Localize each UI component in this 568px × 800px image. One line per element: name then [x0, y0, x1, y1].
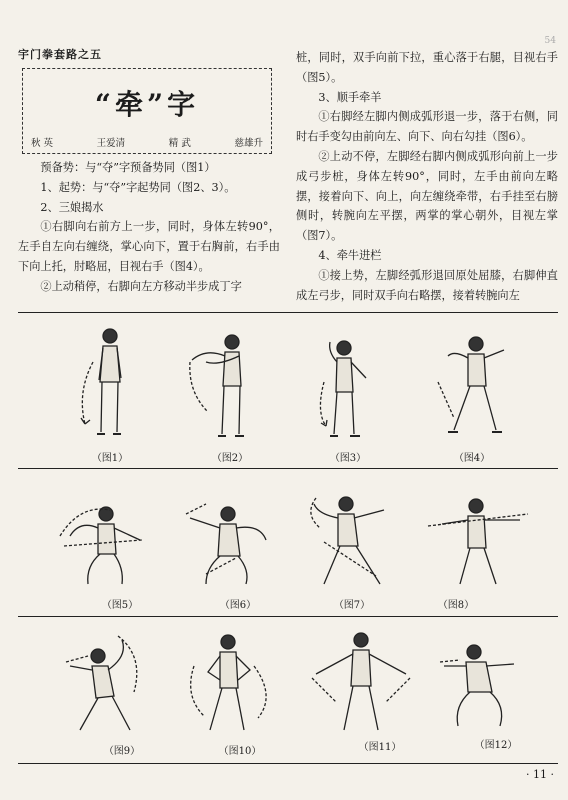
turning-figure-illustration — [300, 322, 390, 442]
divider — [18, 763, 558, 764]
figure-caption: （图12） — [474, 740, 518, 751]
figure-12 — [430, 626, 530, 736]
paragraph: ②上动稍停，右脚向左方移动半步成丁字 — [40, 279, 242, 293]
paragraph: 预备势：与“夺”字预备势同（图1） — [40, 161, 216, 174]
pulling-down-figure-illustration — [50, 484, 150, 589]
spread-arms-figure-illustration — [306, 626, 416, 736]
paragraph: ①接上势，左脚经弧形退回原处屈膝，右脚伸直成左弓步，同时双手向右略摆，接着转腕向左 — [296, 268, 558, 302]
right-text-column — [296, 48, 558, 305]
figure-caption: （图10） — [218, 746, 262, 757]
figure-3 — [300, 322, 390, 442]
figure-8 — [424, 484, 534, 589]
figure-caption: （图11） — [358, 742, 402, 753]
figure-caption: （图7） — [333, 600, 371, 611]
figure-caption: （图8） — [437, 600, 475, 611]
title-box — [22, 68, 272, 154]
figure-caption: （图9） — [103, 746, 141, 757]
section-heading: 3、顺手牵羊 — [318, 90, 382, 104]
figure-caption: （图2） — [211, 453, 249, 464]
figure-caption: （图3） — [329, 453, 367, 464]
section-heading: 2、三娘揭水 — [40, 200, 104, 214]
paragraph: ②上动不停，左脚经右脚内侧成弧形向前上一步成弓步桩，身体左转90°，同时，左手由前向左略摆，接着向下、向上，向左缠绕牵带，右手挂至右膀侧时，转腕向左平摆，两掌的掌心朝外，目视左掌（图7）。 — [296, 149, 558, 243]
figure-10 — [180, 626, 280, 736]
low-squat-figure-illustration — [430, 626, 530, 736]
page-number: · 11 · — [526, 768, 554, 781]
figure-7 — [300, 484, 400, 589]
bow-stance-figure-illustration — [300, 484, 400, 589]
figure-caption: （图1） — [91, 453, 129, 464]
figure-11 — [306, 626, 416, 736]
figure-4 — [418, 322, 518, 442]
author-3: 精 武 — [168, 138, 191, 149]
arm-sweep-figure-illustration — [424, 484, 534, 589]
corner-mark: 54 — [544, 36, 556, 46]
crouching-figure-illustration — [176, 484, 276, 589]
paragraph: 桩，同时，双手向前下拉，重心落于右腿，目视右手（图5）。 — [296, 51, 558, 84]
figure-9 — [58, 626, 158, 736]
divider — [18, 468, 558, 469]
paragraph: 1、起势：与“夺”字起势同（图2、3）。 — [40, 180, 236, 194]
author-4: 慈雄升 — [234, 138, 263, 149]
divider — [18, 312, 558, 313]
left-text-column — [18, 158, 280, 297]
raising-arms-figure-illustration — [178, 322, 268, 442]
divider — [18, 616, 558, 617]
section-heading: 4、牵牛进栏 — [318, 248, 382, 262]
standing-figure-illustration — [55, 322, 145, 442]
hands-on-hips-figure-illustration — [180, 626, 280, 736]
paragraph: ①右脚向右前方上一步，同时，身体左转90°，左手自左向右缠绕，掌心向下，置于右胸前，右手由下向上托，肘略屈，目视右手（图4）。 — [18, 220, 280, 273]
stepping-figure-illustration — [418, 322, 518, 442]
figure-5 — [50, 484, 150, 589]
side-lunge-figure-illustration — [58, 626, 158, 736]
figure-caption: （图5） — [101, 600, 139, 611]
figure-caption: （图6） — [219, 600, 257, 611]
figure-1 — [55, 322, 145, 442]
paragraph: ①右脚经左脚内侧成弧形退一步，落于右侧，同时右手变勾由前向左、向下、向右勾挂（图6）。 — [296, 110, 558, 144]
figure-2 — [178, 322, 268, 442]
article-title: “牵”字 — [94, 88, 200, 121]
series-title: 宇门拳套路之五 — [18, 48, 102, 61]
figure-caption: （图4） — [453, 453, 491, 464]
author-1: 秋 英 — [31, 138, 54, 149]
figure-6 — [176, 484, 276, 589]
author-list — [31, 135, 263, 149]
author-2: 王爱清 — [96, 138, 126, 149]
